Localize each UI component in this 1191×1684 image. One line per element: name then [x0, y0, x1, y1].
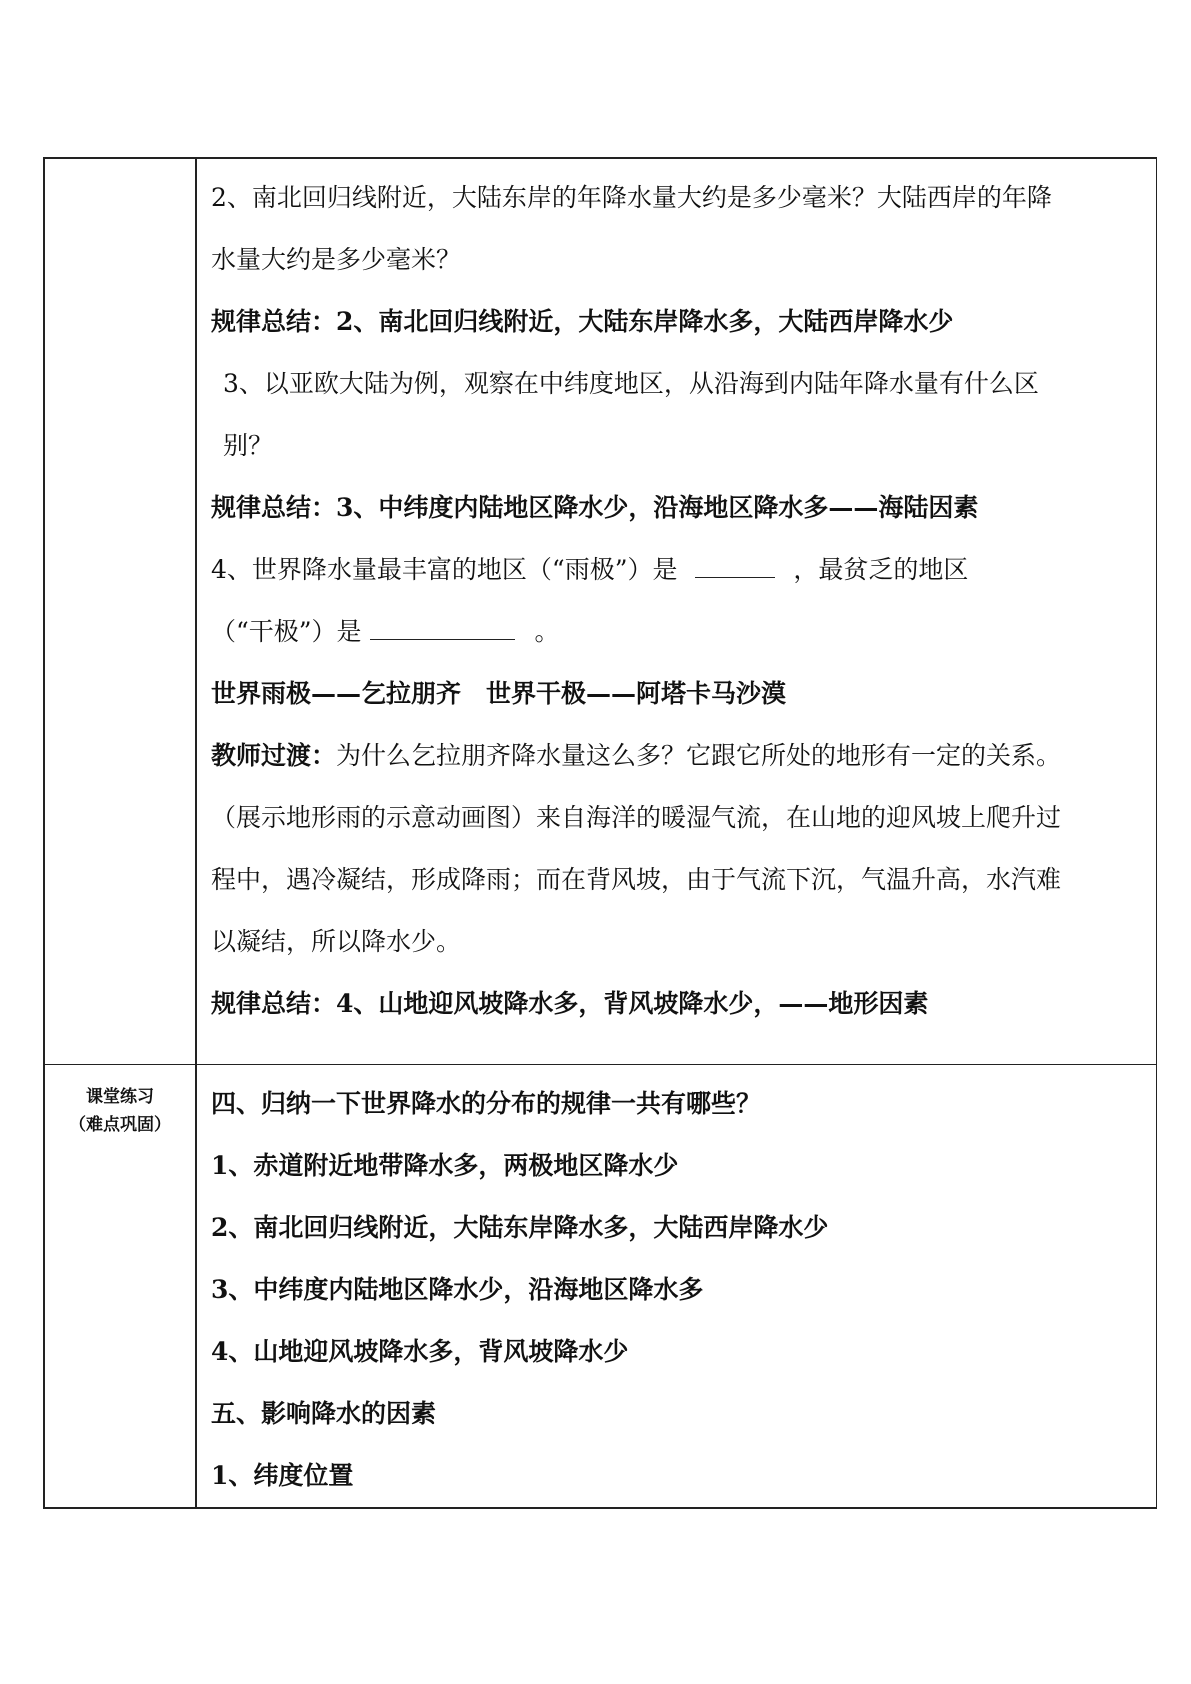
- fill-blank-dry-pole[interactable]: [370, 613, 515, 640]
- section-label-line2: （难点巩固）: [69, 1115, 171, 1135]
- lesson-table: [43, 157, 1157, 1509]
- question-4-text-b: ，最贫乏的地区: [793, 555, 969, 584]
- question-3: 3、以亚欧大陆为例，观察在中纬度地区，从沿海到内陆年降水量有什么区别？: [223, 369, 1039, 460]
- summary-4: 规律总结：4、山地迎风坡降水多，背风坡降水少，——地形因素: [211, 989, 929, 1018]
- question-4-line1: [211, 539, 1146, 601]
- transition-text: 为什么乞拉朋齐降水量这么多？它跟它所处的地形有一定的关系。（展示地形雨的示意动画图）来自海洋的暖湿气流，在山地的迎风坡上爬升过程中，遇冷凝结，形成降雨；而在背风坡，由于气流下沉，气温升高，水汽难以凝结，所以降水少。: [211, 741, 1062, 956]
- section-label-line1: 课堂练习: [86, 1087, 154, 1107]
- question-2: 2、南北回归线附近，大陆东岸的年降水量大约是多少毫米？大陆西岸的年降水量大约是多少毫米？: [211, 183, 1052, 274]
- factor-1: 1、纬度位置: [211, 1461, 354, 1490]
- left-label-cell: [44, 1065, 196, 1509]
- heading-4: 四、归纳一下世界降水的分布的规律一共有哪些？: [211, 1089, 762, 1118]
- heading-5: 五、影响降水的因素: [211, 1399, 437, 1428]
- table-row: [44, 1065, 1157, 1509]
- question-4-text-d: 。: [534, 617, 560, 646]
- answer-4: 世界雨极——乞拉朋齐 世界干极——阿塔卡马沙漠: [211, 679, 787, 708]
- transition-label: 教师过渡：: [211, 741, 337, 770]
- question-4-text-a: 4、世界降水量最丰富的地区（“雨极”）是: [211, 555, 678, 584]
- question-4-text-c: （“干极”）是: [211, 617, 362, 646]
- fill-blank-rain-pole[interactable]: [695, 551, 775, 578]
- teacher-transition: [211, 725, 1081, 973]
- left-label-cell-empty: [44, 158, 196, 1065]
- rule-2: 2、南北回归线附近，大陆东岸降水多，大陆西岸降水少: [211, 1213, 829, 1242]
- rule-3: 3、中纬度内陆地区降水少，沿海地区降水多: [211, 1275, 704, 1304]
- content-cell: [196, 1065, 1157, 1509]
- summary-3: 规律总结：3、中纬度内陆地区降水少，沿海地区降水多——海陆因素: [211, 493, 979, 522]
- content-cell: [196, 158, 1157, 1065]
- section-label: [45, 1065, 195, 1139]
- table-row: [44, 158, 1157, 1065]
- summary-2: 规律总结：2、南北回归线附近，大陆东岸降水多，大陆西岸降水少: [211, 307, 954, 336]
- rule-1: 1、赤道附近地带降水多，两极地区降水少: [211, 1151, 679, 1180]
- rule-4: 4、山地迎风坡降水多，背风坡降水少: [211, 1337, 629, 1366]
- question-4-line2: [211, 601, 1146, 663]
